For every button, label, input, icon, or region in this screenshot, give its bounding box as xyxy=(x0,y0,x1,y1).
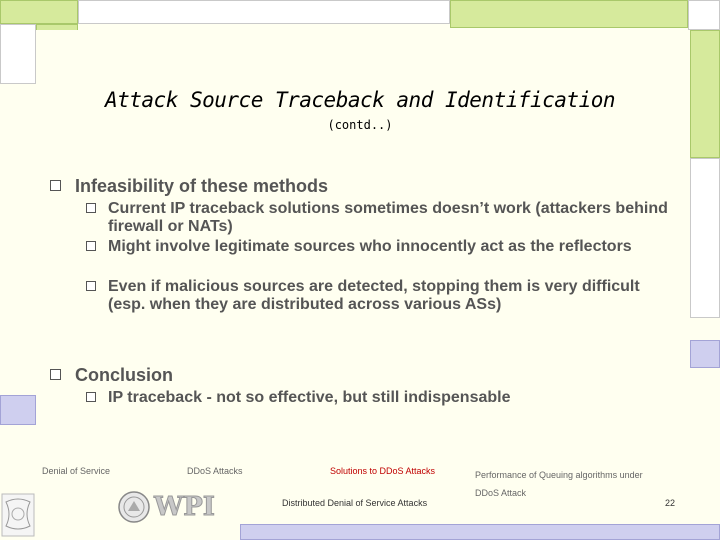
list-item-text: Even if malicious sources are detected, stopping them is very difficult (esp. when they are distributed across various ASs) xyxy=(108,278,640,313)
decor-block xyxy=(0,24,36,84)
list-item-text: IP traceback - not so effective, but still indispensable xyxy=(108,389,511,406)
section-heading: Conclusion xyxy=(75,365,173,385)
decor-block xyxy=(690,340,720,368)
decor-block xyxy=(690,158,720,318)
footer-nav-denial-of-service[interactable]: Denial of Service xyxy=(42,466,111,476)
decor-block xyxy=(78,0,450,24)
wpi-logo-text: WPI xyxy=(154,492,215,522)
wpi-logo xyxy=(118,490,215,524)
bullet-square-icon xyxy=(86,241,96,251)
bullet-square-icon xyxy=(50,180,61,191)
footer-center-text: Distributed Denial of Service Attacks xyxy=(282,498,428,508)
decor-block xyxy=(0,0,78,24)
slide-subtitle: (contd..) xyxy=(327,118,393,132)
decor-block xyxy=(240,524,720,540)
list-item-text: Might involve legitimate sources who innocently act as the reflectors xyxy=(108,238,632,255)
footer-nav-performance[interactable]: Performance of Queuing algorithms under DDoS Attack xyxy=(475,470,643,498)
list-item xyxy=(86,238,676,256)
footer-nav-ddos-attacks[interactable]: DDoS Attacks xyxy=(187,466,243,476)
bullet-square-icon xyxy=(86,392,96,402)
seal-pattern-icon xyxy=(0,492,36,538)
section-heading: Infeasibility of these methods xyxy=(75,176,329,196)
list-item xyxy=(86,278,676,314)
bullet-heading xyxy=(50,365,173,386)
list-item-text: Current IP traceback solutions sometimes doesn’t work (attackers behind firewall or NATs) xyxy=(108,200,668,235)
decor-block xyxy=(450,0,688,28)
footer-nav-solutions[interactable]: Solutions to DDoS Attacks xyxy=(330,466,436,476)
slide-title: Attack Source Traceback and Identification xyxy=(104,88,615,112)
list-item xyxy=(86,389,676,407)
decor-block xyxy=(688,0,720,30)
wpi-seal-icon xyxy=(118,491,150,523)
list-item xyxy=(86,200,676,236)
page-number: 22 xyxy=(665,498,676,508)
decor-block xyxy=(0,395,36,425)
bullet-square-icon xyxy=(86,203,96,213)
bullet-square-icon xyxy=(50,369,61,380)
bullet-heading xyxy=(50,176,328,197)
bullet-square-icon xyxy=(86,281,96,291)
